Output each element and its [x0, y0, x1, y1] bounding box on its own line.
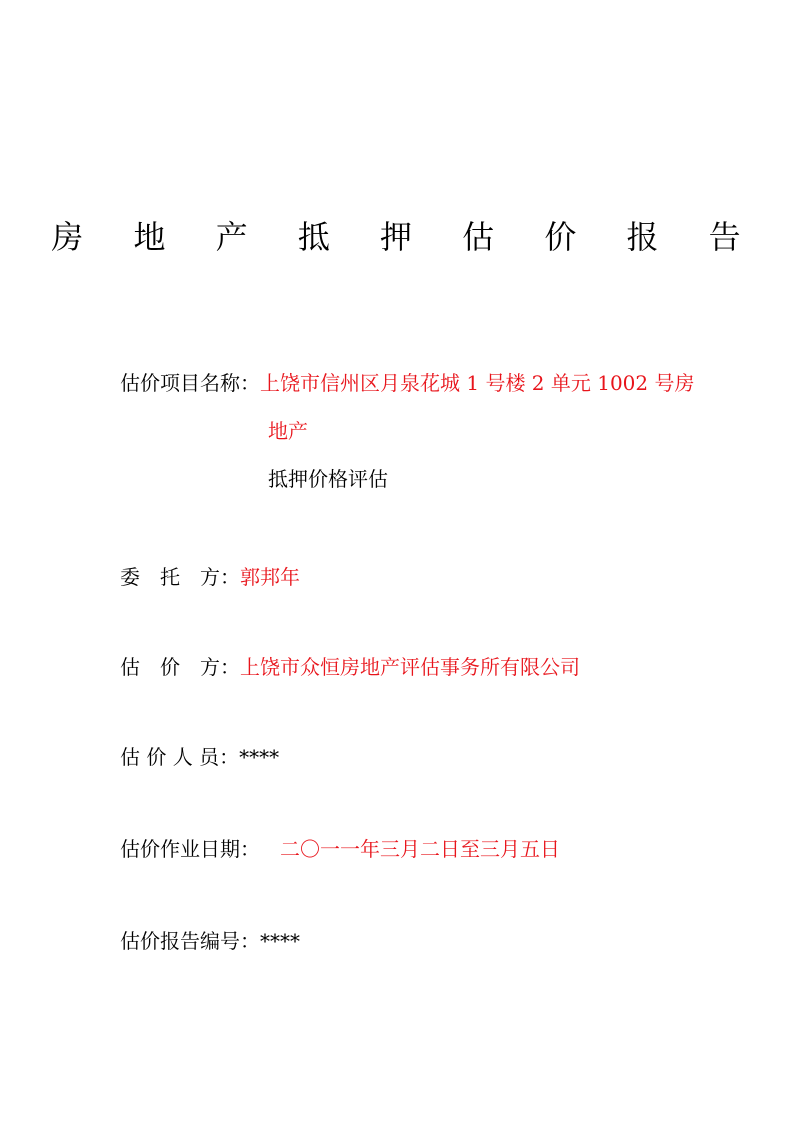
personnel-label: 估 价 人 员： [120, 745, 240, 769]
report-title: 房 地 产 抵 押 估 价 报 告 [51, 218, 761, 256]
client-value: 郭邦年 [240, 565, 300, 589]
report-number-row [120, 926, 300, 956]
project-name-row [120, 368, 695, 398]
report-number-value: **** [260, 929, 300, 953]
work-date-row [120, 834, 560, 864]
personnel-row [120, 742, 279, 772]
work-date-value: 二〇一一年三月二日至三月五日 [280, 837, 560, 861]
appraiser-label: 估 价 方： [120, 655, 240, 679]
project-name-label: 估价项目名称： [120, 371, 260, 395]
project-name-value-line3: 抵押价格评估 [268, 467, 388, 491]
work-date-label: 估价作业日期： [120, 837, 260, 861]
project-name-value-line2: 地产 [268, 419, 308, 443]
personnel-value: **** [239, 745, 280, 769]
appraiser-row [120, 652, 580, 682]
appraiser-value: 上饶市众恒房地产评估事务所有限公司 [240, 655, 580, 679]
client-label: 委 托 方： [120, 565, 240, 589]
client-row [120, 562, 300, 592]
report-number-label: 估价报告编号： [120, 929, 260, 953]
project-name-value-line1: 上饶市信州区月泉花城 1 号楼 2 单元 1002 号房 [260, 371, 695, 395]
